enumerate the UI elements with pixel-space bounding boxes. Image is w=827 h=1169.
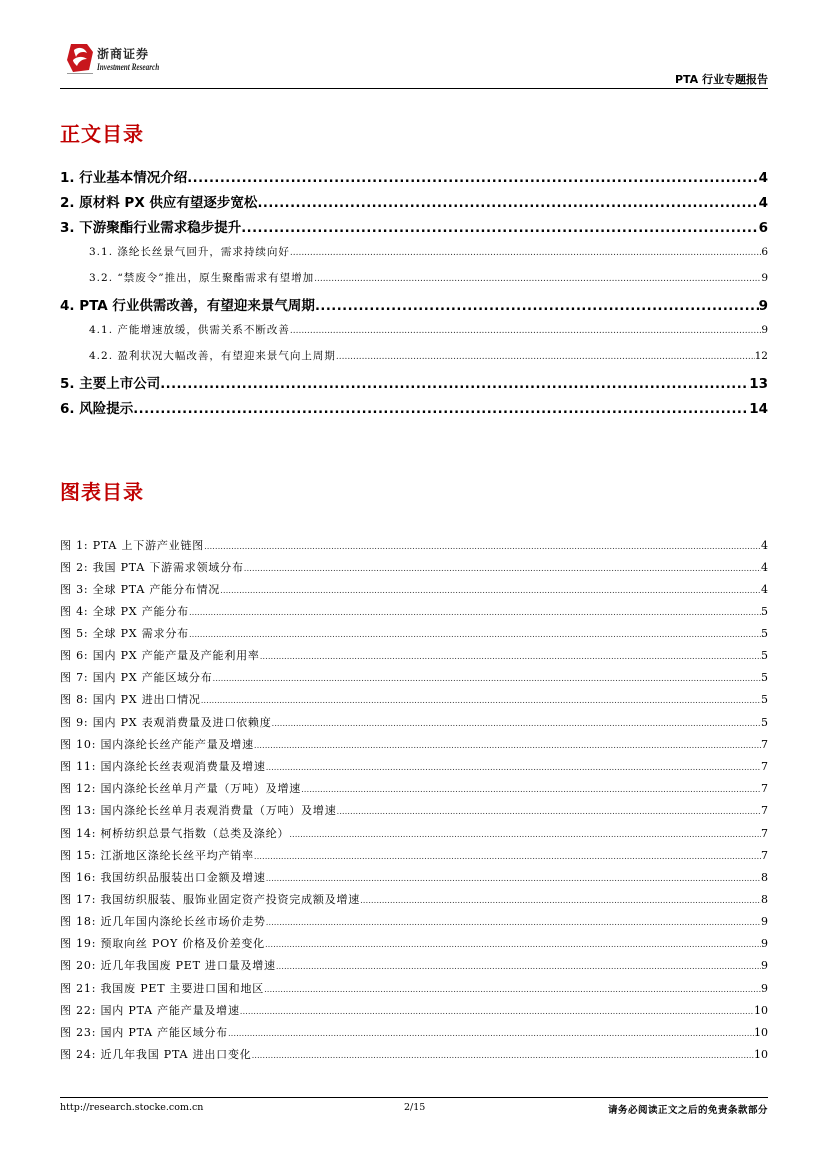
figure-entry-page: 7 [761,760,768,773]
figure-entry-page: 7 [761,804,768,817]
footer-page-number: 2/15 [404,1102,426,1113]
figure-entry[interactable] [60,669,768,685]
figure-entry-label: 图 1: PTA 上下游产业链图 [60,539,205,552]
leader-dots [240,1007,754,1017]
leader-dots [290,248,761,258]
figure-entry[interactable] [60,1046,768,1062]
toc-subitem-label: 4.1. 产能增速放缓，供需关系不断改善 [89,324,290,336]
figure-entry[interactable] [60,847,768,863]
leader-dots [160,377,749,392]
toc-title: 正文目录 [60,122,144,146]
figure-entry-page: 9 [761,937,768,950]
figure-entry-page: 8 [761,893,768,906]
leader-dots [260,652,761,662]
figure-entry[interactable] [60,736,768,752]
figure-entry-label: 图 19: 预取向丝 POY 价格及价差变化 [60,937,265,950]
leader-dots [204,542,761,552]
leader-dots [265,940,761,950]
figure-entry-page: 10 [754,1048,768,1061]
leader-dots [187,171,758,186]
toc-subitem-page: 6 [761,246,768,258]
toc-subitem[interactable] [60,322,768,338]
figure-entry-label: 图 18: 近几年国内涤纶长丝市场价走势 [60,915,266,928]
figure-entry-label: 图 10: 国内涤纶长丝产能产量及增速 [60,738,254,751]
figure-entry-label: 图 23: 国内 PTA 产能区域分布 [60,1026,228,1039]
toc-item-page: 14 [749,401,768,417]
report-title: PTA 行业专题报告 [674,73,768,86]
figure-entry-page: 10 [754,1004,768,1017]
figure-entry[interactable] [60,935,768,951]
figure-entry[interactable] [60,581,768,597]
figure-entry[interactable] [60,957,768,973]
figure-entry[interactable] [60,537,768,553]
figure-entry-label: 图 24: 近几年我国 PTA 进出口变化 [60,1048,252,1061]
figure-entry-page: 7 [761,738,768,751]
figure-entry-page: 9 [761,915,768,928]
leader-dots [189,608,761,618]
toc-item-label: 4. PTA 行业供需改善，有望迎来景气周期 [60,298,315,314]
toc-item-page: 6 [758,220,768,236]
logo-tagline: Investment Research [97,62,160,72]
figure-entry[interactable] [60,891,768,907]
company-logo [65,40,205,82]
leader-dots [266,763,761,773]
figure-entry-page: 8 [761,871,768,884]
leader-dots [264,985,761,995]
leader-dots [254,852,761,862]
figure-entry[interactable] [60,913,768,929]
toc-subitem[interactable] [60,348,768,364]
leader-dots [201,696,761,706]
leader-dots [213,674,761,684]
toc-item[interactable] [60,191,768,211]
leader-dots [360,896,761,906]
toc-subitem-page: 9 [761,272,768,284]
figure-entry-label: 图 17: 我国纺织服装、服饰业固定资产投资完成额及增速 [60,893,361,906]
logo-company-name: 浙商证券 [97,47,150,61]
figure-entry-label: 图 4: 全球 PX 产能分布 [60,605,189,618]
leader-dots [272,719,761,729]
leader-dots [220,586,761,596]
figure-entry-page: 5 [761,716,768,729]
figure-entry-label: 图 3: 全球 PTA 产能分布情况 [60,583,221,596]
toc-item[interactable] [60,397,768,417]
toc-subitem-page: 12 [754,350,768,362]
figure-entry-page: 5 [761,693,768,706]
figure-entry-label: 图 7: 国内 PX 产能区域分布 [60,671,213,684]
toc-item-label: 3. 下游聚酯行业需求稳步提升 [60,220,242,236]
toc-item-page: 13 [749,376,768,392]
page-header [60,40,768,88]
toc-item-page: 4 [758,195,768,211]
toc-item[interactable] [60,166,768,186]
leader-dots [266,918,761,928]
leader-dots [252,1051,754,1061]
leader-dots [289,830,761,840]
figure-entry[interactable] [60,1002,768,1018]
figure-entry-page: 5 [761,627,768,640]
figure-entry-label: 图 2: 我国 PTA 下游需求领域分布 [60,561,244,574]
toc-subitem-page: 9 [761,324,768,336]
leader-dots [241,221,758,236]
figure-entry-page: 9 [761,959,768,972]
figure-entry[interactable] [60,714,768,730]
leader-dots [301,785,761,795]
toc-item-label: 2. 原材料 PX 供应有望逐步宽松 [60,195,258,211]
figure-entry[interactable] [60,625,768,641]
figure-entry[interactable] [60,758,768,774]
figure-entry-label: 图 8: 国内 PX 进出口情况 [60,693,201,706]
toc-subitem-label: 3.2. “禁废令”推出，原生聚酯需求有望增加 [89,272,315,284]
figure-entry[interactable] [60,825,768,841]
figure-entry[interactable] [60,691,768,707]
leader-dots [266,874,761,884]
toc-item-page: 4 [758,170,768,186]
figure-entry[interactable] [60,802,768,818]
toc-item[interactable] [60,372,768,392]
leader-dots [290,326,761,336]
figure-entry[interactable] [60,603,768,619]
figure-entry-label: 图 5: 全球 PX 需求分布 [60,627,189,640]
figures-title: 图表目录 [60,480,144,504]
figure-entry[interactable] [60,869,768,885]
figure-entry-label: 图 13: 国内涤纶长丝单月表观消费量（万吨）及增速 [60,804,337,817]
toc-item[interactable] [60,216,768,236]
footer-divider [60,1097,768,1098]
figure-entry[interactable] [60,980,768,996]
figure-entry-page: 7 [761,827,768,840]
header-divider [60,88,768,89]
leader-dots [337,807,762,817]
figure-entry-page: 4 [761,539,768,552]
figure-entry-page: 9 [761,982,768,995]
figure-entry-page: 5 [761,649,768,662]
figure-entry-page: 4 [761,561,768,574]
figure-entry-label: 图 12: 国内涤纶长丝单月产量（万吨）及增速 [60,782,302,795]
toc-item-label: 5. 主要上市公司 [60,376,161,392]
figure-entry-label: 图 11: 国内涤纶长丝表观消费量及增速 [60,760,266,773]
toc-item[interactable] [60,294,768,314]
figure-entry[interactable] [60,559,768,575]
figure-entry[interactable] [60,780,768,796]
leader-dots [254,741,761,751]
figure-entry[interactable] [60,647,768,663]
leader-dots [336,352,755,362]
leader-dots [133,402,749,417]
toc-subitem-label: 4.2. 盈利状况大幅改善，有望迎来景气向上周期 [89,350,336,362]
leader-dots [314,274,761,284]
figure-entry-page: 7 [761,849,768,862]
figure-entry-page: 7 [761,782,768,795]
figure-entry-page: 5 [761,605,768,618]
figure-entry-label: 图 14: 柯桥纺织总景气指数（总类及涤纶） [60,827,290,840]
figure-entry-label: 图 6: 国内 PX 产能产量及产能利用率 [60,649,260,662]
figure-entry-label: 图 9: 国内 PX 表观消费量及进口依赖度 [60,716,272,729]
figure-entry-label: 图 15: 江浙地区涤纶长丝平均产销率 [60,849,254,862]
toc-subitem-label: 3.1. 涤纶长丝景气回升，需求持续向好 [89,246,290,258]
logo-emblem-icon [65,40,95,74]
figure-entry-label: 图 22: 国内 PTA 产能产量及增速 [60,1004,240,1017]
leader-dots [244,564,761,574]
toc-item-page: 9 [758,298,768,314]
figure-entry-label: 图 20: 近几年我国废 PET 进口量及增速 [60,959,276,972]
figure-entry-page: 4 [761,583,768,596]
leader-dots [228,1029,754,1039]
figure-entry-label: 图 21: 我国废 PET 主要进口国和地区 [60,982,265,995]
figure-entry-page: 5 [761,671,768,684]
leader-dots [315,299,759,314]
figure-entry[interactable] [60,1024,768,1040]
leader-dots [189,630,761,640]
toc-subitem[interactable] [60,244,768,260]
leader-dots [276,962,761,972]
figure-entry-page: 10 [754,1026,768,1039]
toc-item-label: 6. 风险提示 [60,401,134,417]
footer-disclaimer: 请务必阅读正文之后的免责条款部分 [607,1105,768,1116]
figure-entry-label: 图 16: 我国纺织品服装出口金额及增速 [60,871,266,884]
leader-dots [257,196,758,211]
toc-item-label: 1. 行业基本情况介绍 [60,170,188,186]
footer-url-link[interactable]: http://research.stocke.com.cn [60,1102,204,1113]
toc-subitem[interactable] [60,270,768,286]
